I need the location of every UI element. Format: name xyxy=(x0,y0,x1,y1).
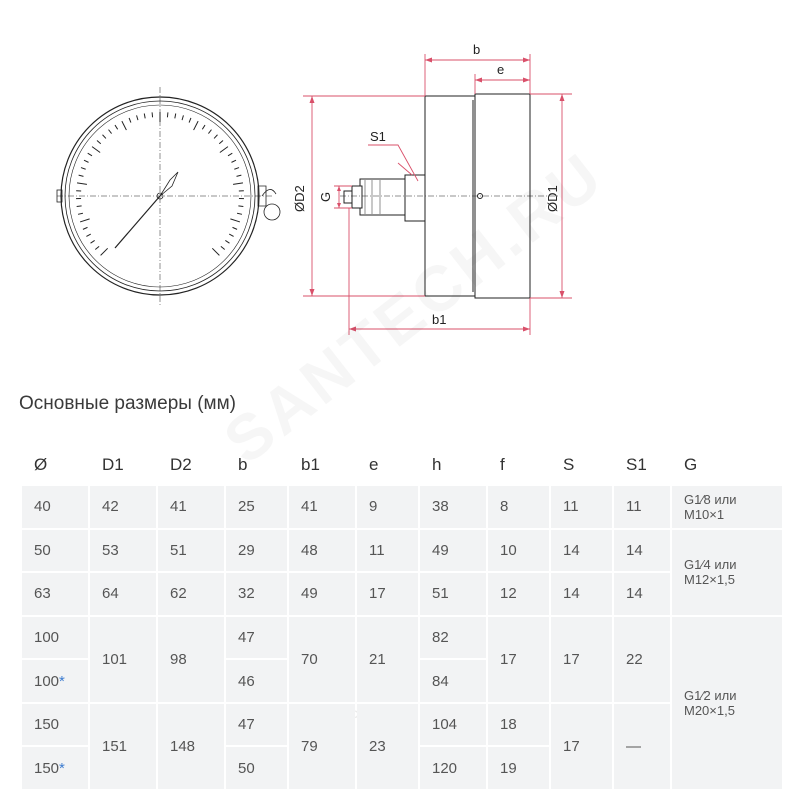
cell-s1: — xyxy=(614,704,670,789)
dial-tick xyxy=(78,213,83,214)
cell-b1: 41 xyxy=(289,486,355,528)
dial-tick xyxy=(97,140,101,143)
asterisk-mark: * xyxy=(59,759,65,777)
cell-f: 10 xyxy=(488,530,549,572)
cell-b1: 48 xyxy=(289,530,355,572)
label-g: G xyxy=(318,191,333,202)
dial-tick xyxy=(86,234,90,236)
dial-tick xyxy=(202,125,205,129)
cell-b1: 49 xyxy=(289,573,355,615)
dial-tick xyxy=(175,113,176,118)
label-b1: b1 xyxy=(432,312,447,327)
cell-h: 104 xyxy=(420,704,486,746)
dial-tick xyxy=(212,248,219,255)
table-row xyxy=(22,617,782,659)
dial-tick xyxy=(234,168,239,170)
cell-g-line2: M10×1 xyxy=(684,506,725,522)
cell-h: 49 xyxy=(420,530,486,572)
cell-s1: 14 xyxy=(614,530,670,572)
pressure-gauge-drawing xyxy=(0,0,800,380)
dial-tick xyxy=(83,227,88,229)
cell-g-line1: G1⁄2 или xyxy=(684,687,737,703)
dial-tick xyxy=(102,135,105,139)
col-header-b1: b1 xyxy=(301,455,320,474)
cell-s: 11 xyxy=(551,486,612,528)
cell-diameter xyxy=(22,660,88,702)
cell-s1: 11 xyxy=(614,486,670,528)
cell-s: 17 xyxy=(551,617,612,702)
dial-tick xyxy=(230,219,240,222)
cell-h: 38 xyxy=(420,486,486,528)
dial-tick xyxy=(77,183,87,185)
col-header-e: e xyxy=(369,455,379,474)
cell-d1: 53 xyxy=(90,530,156,572)
dial-tick xyxy=(122,121,127,130)
cell-b1: 70 xyxy=(289,617,355,702)
dial-tick xyxy=(91,240,95,243)
col-header-h: h xyxy=(432,455,442,474)
dial-tick xyxy=(79,175,84,176)
dial-tick xyxy=(225,240,229,243)
cell-b: 25 xyxy=(226,486,287,528)
section-title: Основные размеры (мм) xyxy=(19,393,236,414)
cell-g xyxy=(672,530,782,615)
dial-tick xyxy=(88,153,92,156)
dial-tick xyxy=(182,115,183,120)
col-header-s1: S1 xyxy=(626,455,647,474)
cell-e: 21 xyxy=(357,617,418,702)
col-header-d2: D2 xyxy=(170,455,192,474)
cell-diameter: 40 xyxy=(22,486,88,528)
label-e: e xyxy=(497,62,505,77)
cell-b1: 79 xyxy=(289,704,355,789)
cell-s1: 22 xyxy=(614,617,670,702)
col-header-g: G xyxy=(684,455,698,474)
dial-tick xyxy=(238,206,243,207)
dial-tick xyxy=(92,147,100,153)
dial-tick xyxy=(231,160,236,162)
cell-b: 46 xyxy=(226,660,287,702)
cell-diameter: 150 xyxy=(22,704,88,746)
cell-d2: 148 xyxy=(158,704,224,789)
dial-tick xyxy=(233,183,243,185)
col-header-f: f xyxy=(500,455,505,474)
cell-d2: 41 xyxy=(158,486,224,528)
table-row xyxy=(22,573,782,615)
label-d2: ØD2 xyxy=(292,185,307,212)
cell-diameter: 63 xyxy=(22,573,88,615)
gauge-side-view xyxy=(340,94,560,298)
dial-tick xyxy=(137,115,138,120)
cell-diameter: 100 xyxy=(22,617,88,659)
dial-tick xyxy=(229,234,233,236)
cell-b: 50 xyxy=(226,747,287,789)
cell-g-line1: G1⁄8 или xyxy=(684,491,737,507)
cell-d2: 51 xyxy=(158,530,224,572)
cell-g-line2: M20×1,5 xyxy=(684,702,735,718)
cell-g-line2: M12×1,5 xyxy=(684,572,735,588)
dial-tick xyxy=(237,213,242,214)
cell-h: 84 xyxy=(420,660,486,702)
dial-tick xyxy=(214,135,217,139)
dial-tick xyxy=(237,175,242,176)
cell-e: 11 xyxy=(357,530,418,572)
table-row xyxy=(22,530,782,572)
cell-h: 82 xyxy=(420,617,486,659)
dial-tick xyxy=(115,125,118,129)
label-d1: ØD1 xyxy=(545,185,560,212)
cell-d2: 98 xyxy=(158,617,224,702)
cell-f: 12 xyxy=(488,573,549,615)
dial-tick xyxy=(77,206,82,207)
gauge-front-view xyxy=(57,87,280,305)
dial-tick xyxy=(81,168,86,170)
cell-h: 51 xyxy=(420,573,486,615)
cell-g xyxy=(672,617,782,789)
table-header-row xyxy=(22,446,782,484)
dimensions-table xyxy=(20,444,784,791)
dial-tick xyxy=(220,147,228,153)
cell-f: 19 xyxy=(488,747,549,789)
cell-g xyxy=(672,486,782,528)
cell-d1: 151 xyxy=(90,704,156,789)
cell-d1: 42 xyxy=(90,486,156,528)
dial-tick xyxy=(101,248,108,255)
table-row xyxy=(22,486,782,528)
dial-tick xyxy=(221,246,225,249)
cell-d1: 64 xyxy=(90,573,156,615)
col-header-diameter: Ø xyxy=(34,455,48,474)
dial-tick xyxy=(95,246,99,249)
cell-s: 17 xyxy=(551,704,612,789)
dial-tick xyxy=(233,227,238,229)
dial-tick xyxy=(219,140,223,143)
cell-diameter-value: 100 xyxy=(34,672,60,690)
cell-h: 120 xyxy=(420,747,486,789)
dial-tick xyxy=(80,219,90,222)
cell-f: 17 xyxy=(488,617,549,702)
cell-s1: 14 xyxy=(614,573,670,615)
dial-tick xyxy=(194,121,199,130)
dial-tick xyxy=(189,118,191,123)
cell-g-line1: G1⁄4 или xyxy=(684,557,737,573)
label-s1: S1 xyxy=(370,129,386,144)
cell-diameter-value: 150 xyxy=(34,759,60,777)
cell-diameter: 50 xyxy=(22,530,88,572)
table-row xyxy=(22,704,782,746)
cell-b: 47 xyxy=(226,617,287,659)
dial-tick xyxy=(109,130,112,134)
cell-s: 14 xyxy=(551,530,612,572)
cell-b: 32 xyxy=(226,573,287,615)
asterisk-mark: * xyxy=(59,672,65,690)
cell-e: 17 xyxy=(357,573,418,615)
cell-f: 8 xyxy=(488,486,549,528)
cell-d2: 62 xyxy=(158,573,224,615)
dial-tick xyxy=(208,130,211,134)
cell-d1: 101 xyxy=(90,617,156,702)
col-header-d1: D1 xyxy=(102,455,124,474)
cell-f: 18 xyxy=(488,704,549,746)
col-header-s: S xyxy=(563,455,575,474)
cell-b: 47 xyxy=(226,704,287,746)
col-header-b: b xyxy=(238,455,248,474)
dial-tick xyxy=(228,153,232,156)
cell-b: 29 xyxy=(226,530,287,572)
cell-e: 23 xyxy=(357,704,418,789)
dial-tick xyxy=(144,113,145,118)
cell-s: 14 xyxy=(551,573,612,615)
dial-tick xyxy=(84,160,89,162)
cell-e: 9 xyxy=(357,486,418,528)
label-b: b xyxy=(473,42,481,57)
dial-tick xyxy=(129,118,131,123)
cell-diameter xyxy=(22,747,88,789)
